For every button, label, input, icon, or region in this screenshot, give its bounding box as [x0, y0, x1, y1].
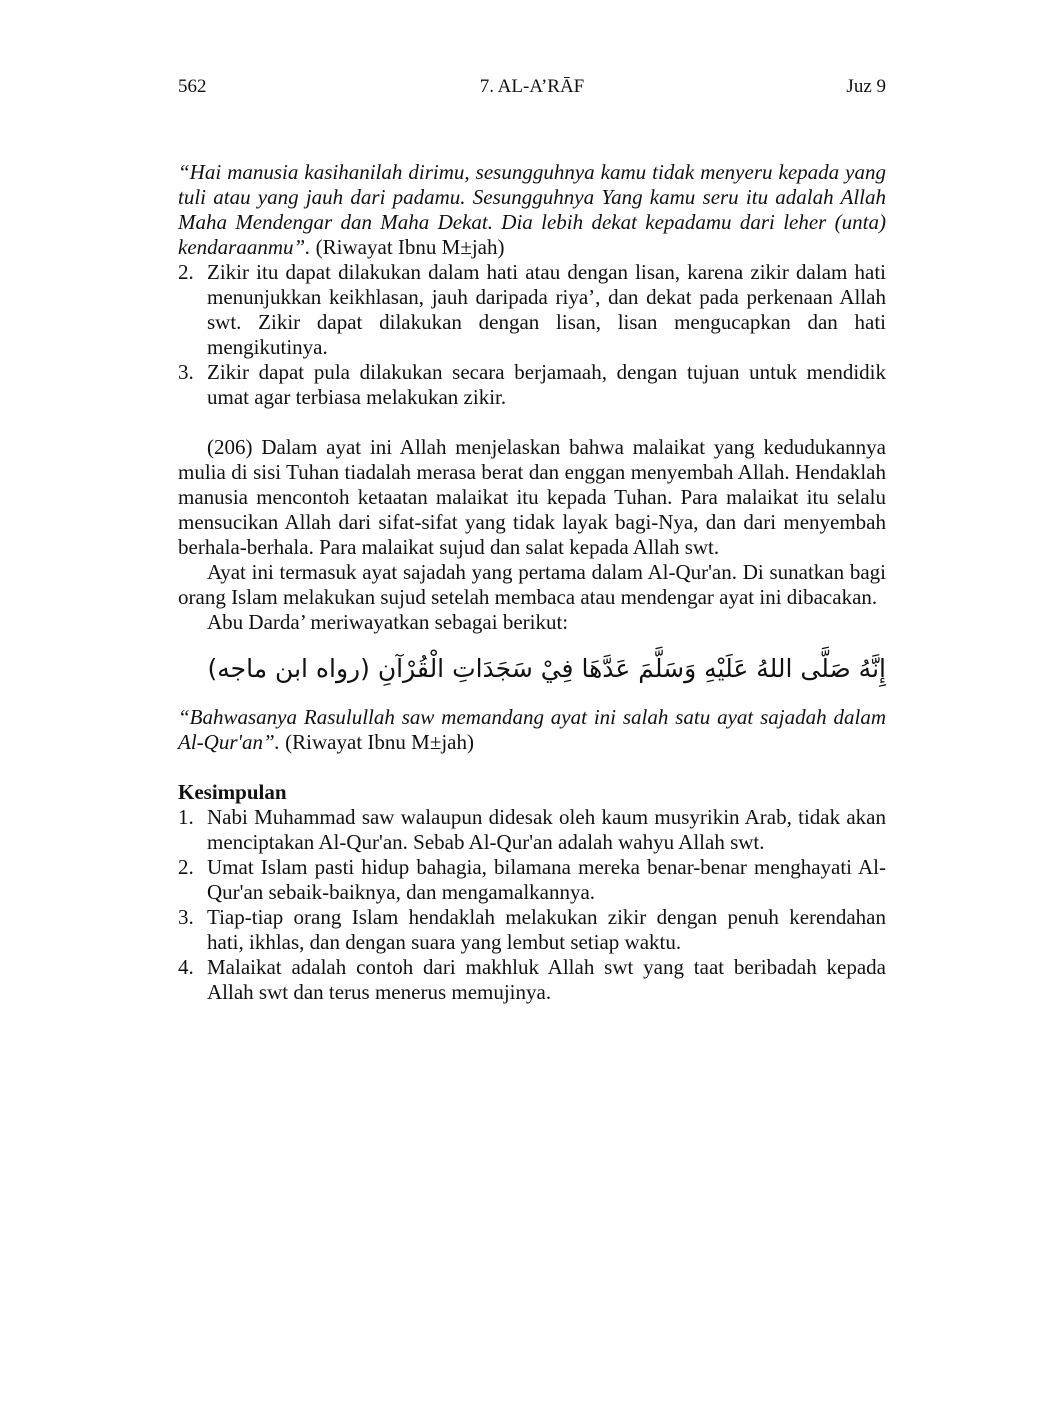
list-item-text: Umat Islam pasti hidup bahagia, bilamana mereka benar-benar menghayati Al-Qur'an sebaik-baiknya, dan mengamalkannya. [207, 855, 886, 904]
hadith-source: (Riwayat Ibnu M±jah) [310, 235, 505, 259]
list-item-text: Nabi Muhammad saw walaupun didesak oleh kaum musyrikin Arab, tidak akan menciptakan Al-Qur'an. Sebab Al-Qur'an adalah wahyu Allah swt. [207, 805, 886, 854]
list-item-number: 4. [178, 955, 194, 979]
list-item-number: 3. [178, 360, 194, 384]
list-item [178, 805, 886, 855]
list-item-number: 1. [178, 805, 194, 829]
page-number: 562 [178, 76, 207, 97]
list-item [178, 855, 886, 905]
sajadah-paragraph: Ayat ini termasuk ayat sajadah yang pertama dalam Al-Qur'an. Di sunatkan bagi orang Islam melakukan sujud setelah membaca atau mendengar ayat ini dibacakan. [178, 560, 886, 609]
hadith-translation-paragraph-2 [178, 705, 886, 755]
hadith-source: (Riwayat Ibnu M±jah) [279, 730, 474, 754]
hadith-translation-paragraph [178, 160, 886, 260]
hadith-translation: “Hai manusia kasihanilah dirimu, sesungguhnya kamu tidak menyeru kepada yang tuli atau yang jauh dari padamu. Sesungguhnya Yang kamu seru itu adalah Allah Maha Mendengar dan Maha Dekat. Dia lebih dekat kepadamu dari leher (unta) kendaraanmu”. [178, 160, 886, 259]
arabic-hadith-text: إِنَّهُ صَلَّى اللهُ عَلَيْهِ وَسَلَّمَ عَدَّهَا فِيْ سَجَدَاتِ الْقُرْآنِ (رواه ابن ماجه) [207, 654, 886, 683]
abu-darda-intro: Abu Darda’ meriwayatkan sebagai berikut: [207, 610, 569, 634]
juz-label: Juz 9 [846, 76, 886, 97]
list-item [178, 260, 886, 360]
list-item [178, 955, 886, 1005]
list-item-text: Zikir itu dapat dilakukan dalam hati atau dengan lisan, karena zikir dalam hati menunjukkan keikhlasan, jauh daripada riya’, dan dekat pada perkenaan Allah swt. Zikir dapat dilakukan dengan lisan, lisan mengucapkan dan hati mengikutinya. [207, 260, 886, 359]
list-item [178, 905, 886, 955]
zikir-points-list [178, 260, 886, 410]
section-heading: Kesimpulan [178, 780, 287, 804]
list-item-number: 2. [178, 855, 194, 879]
page-body [178, 160, 886, 1005]
list-item-text: Malaikat adalah contoh dari makhluk Allah swt yang taat beribadah kepada Allah swt dan terus menerus memujinya. [207, 955, 886, 1004]
list-item-text: Zikir dapat pula dilakukan secara berjamaah, dengan tujuan untuk mendidik umat agar terbiasa melakukan zikir. [207, 360, 886, 409]
list-item-text: Tiap-tiap orang Islam hendaklah melakukan zikir dengan penuh kerendahan hati, ikhlas, dan dengan suara yang lembut setiap waktu. [207, 905, 886, 954]
list-item-number: 2. [178, 260, 194, 284]
verse-206-explanation: (206) Dalam ayat ini Allah menjelaskan bahwa malaikat yang kedudukannya mulia di sisi Tuhan tiadalah merasa berat dan enggan menyembah Allah. Hendaklah manusia mencontoh ketaatan malaikat itu kepada Tuhan. Para malaikat itu selalu mensucikan Allah dari sifat-sifat yang tidak layak bagi-Nya, dan dari menyembah berhala-berhala. Para malaikat sujud dan salat kepada Allah swt. [178, 435, 886, 559]
list-item [178, 360, 886, 410]
hadith-translation: “Bahwasanya Rasulullah saw memandang ayat ini salah satu ayat sajadah dalam Al-Qur'an”. [178, 705, 886, 754]
page-header [178, 76, 886, 102]
surah-title: 7. AL-A’RĀF [479, 76, 585, 97]
list-item-number: 3. [178, 905, 194, 929]
conclusion-list [178, 805, 886, 1005]
